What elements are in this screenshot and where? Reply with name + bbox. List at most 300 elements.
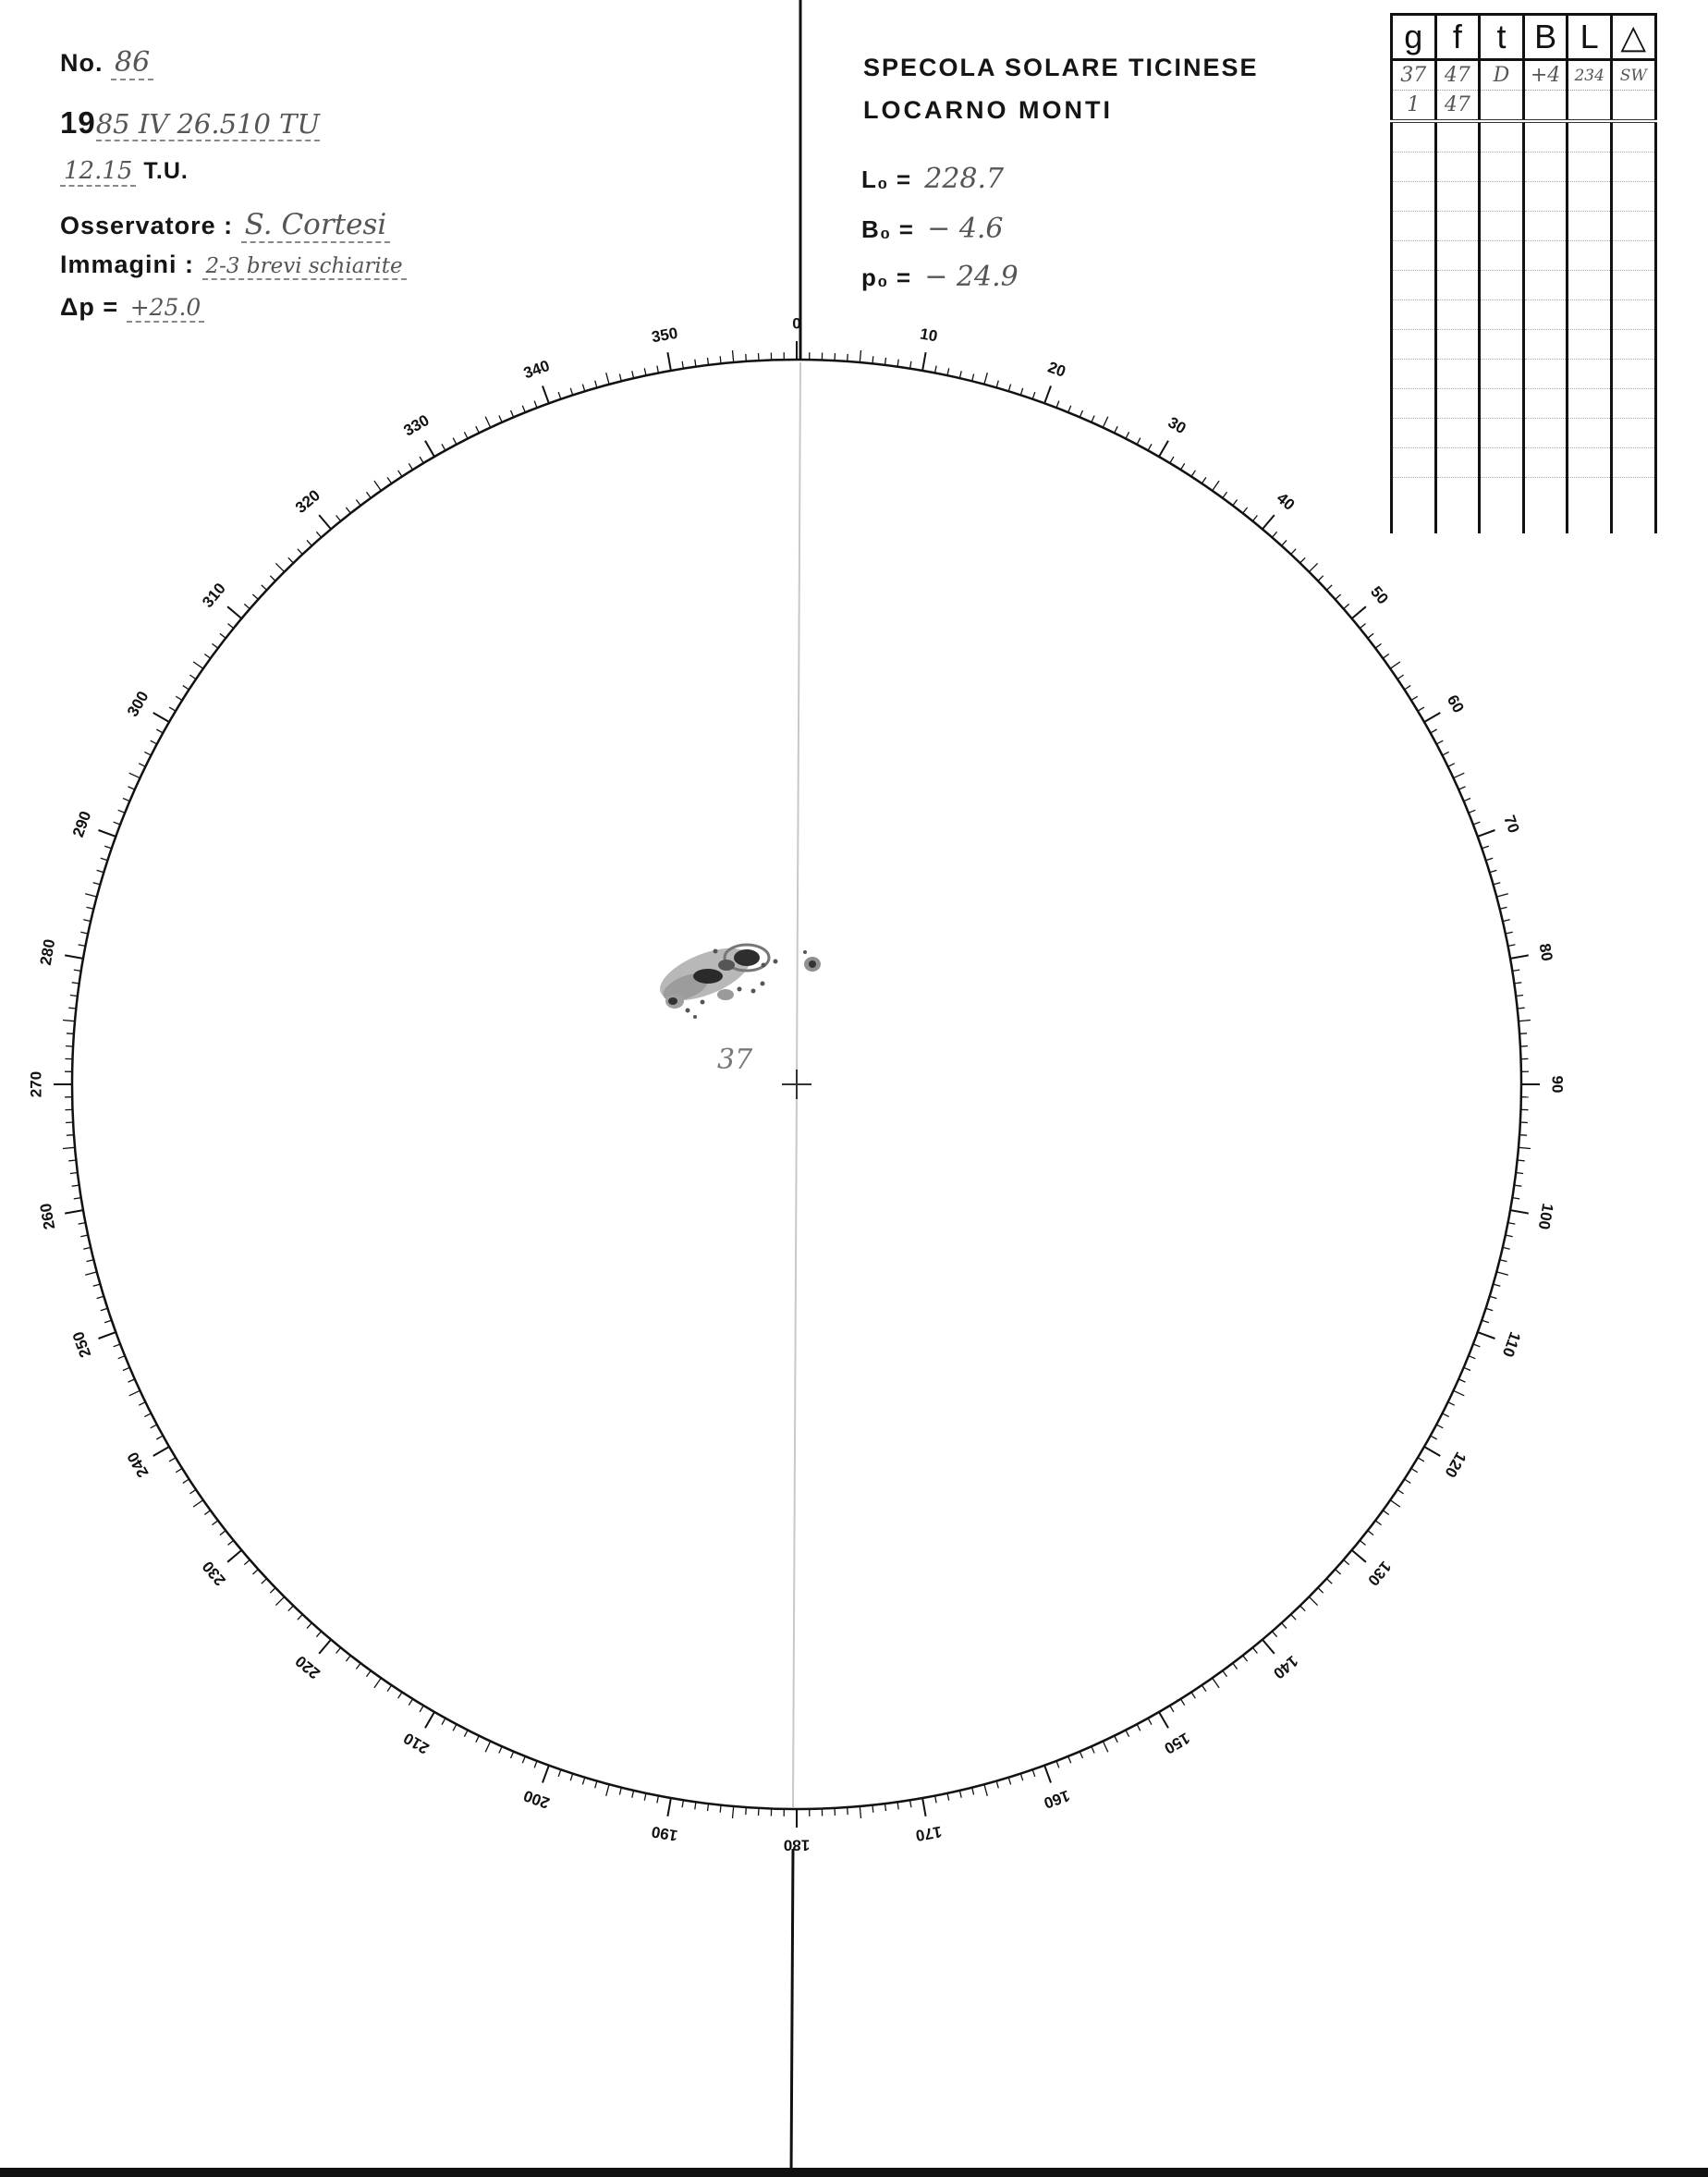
degree-tick bbox=[387, 477, 392, 483]
degree-tick bbox=[79, 1223, 86, 1225]
degree-label: 150 bbox=[1161, 1729, 1193, 1758]
degree-tick bbox=[85, 894, 97, 897]
degree-tick bbox=[1103, 1742, 1108, 1753]
degree-tick bbox=[262, 585, 267, 590]
degree-tick bbox=[499, 1746, 502, 1753]
date-value: 85 IV 26.510 TU bbox=[95, 108, 320, 140]
degree-tick bbox=[97, 1296, 104, 1298]
degree-tick bbox=[1514, 983, 1521, 984]
degree-tick bbox=[1390, 662, 1400, 668]
degree-tick bbox=[66, 1122, 73, 1123]
degree-tick bbox=[129, 773, 140, 778]
degree-tick bbox=[1411, 1469, 1418, 1473]
degree-tick bbox=[947, 1793, 949, 1801]
degree-tick bbox=[1068, 1756, 1071, 1763]
degree-tick bbox=[68, 1160, 76, 1161]
degree-tick bbox=[885, 1804, 886, 1811]
degree-tick bbox=[1020, 388, 1022, 396]
degree-tick bbox=[1482, 846, 1489, 849]
degree-tick bbox=[511, 1752, 514, 1758]
degree-tick bbox=[356, 500, 360, 506]
degree-tick bbox=[398, 1693, 402, 1699]
total-g: 1 bbox=[1392, 91, 1436, 122]
degree-tick bbox=[1181, 1699, 1185, 1706]
degree-tick bbox=[1469, 1356, 1475, 1359]
degree-tick bbox=[1115, 426, 1118, 433]
degree-tick bbox=[97, 870, 104, 872]
degree-tick bbox=[1397, 1489, 1404, 1494]
degree-tick bbox=[228, 1540, 234, 1545]
degree-tick bbox=[420, 457, 423, 463]
degree-label: 130 bbox=[1364, 1558, 1395, 1590]
degree-tick bbox=[485, 417, 491, 428]
degree-tick bbox=[1516, 1173, 1523, 1174]
degree-tick bbox=[947, 368, 949, 375]
degree-tick bbox=[1044, 386, 1051, 404]
degree-tick bbox=[885, 358, 886, 365]
degree-tick bbox=[298, 549, 302, 555]
degree-tick bbox=[606, 1784, 609, 1796]
degree-tick bbox=[80, 1235, 88, 1237]
degree-label: 0 bbox=[792, 314, 801, 333]
degree-label: 190 bbox=[650, 1822, 679, 1845]
degree-tick bbox=[1008, 1778, 1010, 1785]
degree-tick bbox=[169, 707, 176, 711]
degree-tick bbox=[476, 426, 480, 433]
degree-tick bbox=[1390, 1500, 1400, 1507]
cell-t: D bbox=[1480, 60, 1524, 91]
degree-tick bbox=[708, 1804, 709, 1811]
degree-tick bbox=[104, 1320, 112, 1323]
degree-tick bbox=[1503, 1247, 1510, 1249]
degree-tick bbox=[984, 1784, 987, 1796]
degree-label: 270 bbox=[27, 1070, 45, 1098]
observer-label: Osservatore : bbox=[60, 212, 234, 239]
degree-tick bbox=[189, 675, 196, 679]
degree-tick bbox=[270, 1588, 275, 1594]
degree-tick bbox=[409, 1699, 412, 1706]
degree-tick bbox=[442, 1718, 445, 1725]
degree-tick bbox=[522, 406, 525, 412]
degree-tick bbox=[128, 1379, 135, 1382]
time-unit: T.U. bbox=[143, 158, 189, 184]
P0-label: p₀ = bbox=[861, 263, 912, 291]
degree-tick bbox=[476, 1736, 480, 1743]
degree-tick bbox=[275, 563, 284, 571]
degree-tick bbox=[1233, 1663, 1238, 1669]
degree-tick bbox=[244, 1559, 250, 1564]
degree-tick bbox=[114, 822, 121, 825]
degree-tick bbox=[87, 1260, 94, 1262]
degree-tick bbox=[996, 381, 998, 388]
degree-label: 20 bbox=[1045, 358, 1068, 381]
degree-label: 310 bbox=[199, 579, 229, 611]
B0-value: − 4.6 bbox=[927, 213, 1004, 245]
degree-tick bbox=[1252, 516, 1257, 521]
degree-tick bbox=[1405, 1479, 1411, 1483]
degree-tick bbox=[1344, 1559, 1349, 1564]
degree-tick bbox=[118, 810, 125, 813]
degree-tick bbox=[72, 983, 79, 984]
report-number-value: 86 bbox=[111, 46, 153, 80]
degree-tick bbox=[425, 441, 434, 457]
degree-tick bbox=[1397, 675, 1404, 679]
degree-tick bbox=[83, 920, 91, 922]
degree-tick bbox=[213, 1521, 218, 1525]
degree-tick bbox=[1496, 1272, 1508, 1275]
observer-value: S. Cortesi bbox=[241, 208, 391, 243]
degree-tick bbox=[66, 1046, 73, 1047]
degree-tick bbox=[409, 463, 412, 470]
bottom-axis-line bbox=[791, 1849, 793, 2177]
degree-label: 90 bbox=[1548, 1075, 1567, 1094]
degree-tick bbox=[319, 515, 331, 529]
degree-tick bbox=[464, 1731, 468, 1737]
degree-tick bbox=[346, 508, 350, 513]
degree-tick bbox=[570, 1774, 572, 1781]
degree-tick bbox=[984, 373, 987, 385]
degree-tick bbox=[1518, 1160, 1525, 1161]
degree-tick bbox=[720, 1805, 721, 1813]
degree-tick bbox=[151, 740, 157, 744]
degree-tick bbox=[1431, 729, 1437, 733]
delta-p-value: +25.0 bbox=[127, 294, 205, 323]
scan-edge-strip bbox=[0, 2168, 1708, 2177]
degree-tick bbox=[1223, 492, 1227, 497]
degree-tick bbox=[67, 1135, 74, 1136]
degree-tick bbox=[1506, 1235, 1513, 1237]
degree-tick bbox=[1508, 945, 1516, 947]
degree-tick bbox=[387, 1685, 392, 1692]
degree-tick bbox=[1263, 1640, 1275, 1654]
degree-tick bbox=[682, 1800, 683, 1807]
degree-tick bbox=[1458, 787, 1465, 789]
degree-tick bbox=[1405, 686, 1411, 690]
degree-tick bbox=[1309, 563, 1317, 571]
degree-tick bbox=[336, 516, 341, 521]
degree-tick bbox=[336, 1647, 341, 1653]
degree-tick bbox=[1170, 457, 1174, 463]
degree-tick bbox=[129, 1390, 140, 1396]
degree-tick bbox=[1344, 604, 1349, 608]
degree-tick bbox=[420, 1706, 423, 1712]
degree-tick bbox=[922, 1798, 926, 1816]
degree-tick bbox=[275, 1596, 284, 1605]
degree-tick bbox=[835, 353, 836, 361]
degree-tick bbox=[959, 1791, 961, 1798]
degree-tick bbox=[972, 374, 974, 382]
degree-tick bbox=[644, 368, 646, 375]
cell-g: 37 bbox=[1392, 60, 1436, 91]
degree-tick bbox=[1170, 1706, 1174, 1712]
degree-tick bbox=[644, 1793, 646, 1801]
degree-tick bbox=[1272, 532, 1276, 537]
degree-tick bbox=[1464, 1367, 1470, 1370]
degree-tick bbox=[1202, 1685, 1206, 1692]
degree-tick bbox=[1383, 654, 1388, 659]
degree-tick bbox=[1469, 810, 1475, 813]
degree-tick bbox=[74, 970, 81, 971]
degree-tick bbox=[176, 1469, 182, 1473]
degree-tick bbox=[118, 1356, 125, 1359]
degree-tick bbox=[1243, 1656, 1248, 1661]
degree-tick bbox=[104, 846, 112, 849]
degree-tick bbox=[1336, 1570, 1341, 1574]
degree-tick bbox=[1368, 1531, 1373, 1535]
degree-label: 120 bbox=[1441, 1449, 1470, 1481]
degree-label: 230 bbox=[199, 1558, 229, 1590]
degree-tick bbox=[935, 1796, 937, 1804]
degree-tick bbox=[270, 576, 275, 581]
degree-tick bbox=[193, 1500, 203, 1507]
degree-tick bbox=[1508, 1223, 1516, 1225]
degree-tick bbox=[1126, 432, 1129, 438]
degree-tick bbox=[1473, 822, 1481, 825]
degree-tick bbox=[1181, 463, 1185, 470]
degree-tick bbox=[1272, 1632, 1276, 1637]
degree-tick bbox=[1056, 1761, 1059, 1768]
degree-tick bbox=[1368, 633, 1373, 638]
degree-tick bbox=[1500, 1260, 1507, 1262]
degree-tick bbox=[213, 643, 218, 648]
degree-tick bbox=[204, 1510, 210, 1515]
sunspot-group bbox=[653, 937, 821, 1019]
images-label: Immagini : bbox=[60, 251, 195, 278]
degree-tick bbox=[543, 1766, 549, 1783]
degree-tick bbox=[128, 787, 135, 789]
degree-tick bbox=[1326, 585, 1332, 590]
year-prefix: 19 bbox=[60, 105, 96, 140]
degree-tick bbox=[1137, 438, 1141, 445]
degree-tick bbox=[1514, 1185, 1521, 1186]
degree-tick bbox=[72, 1185, 79, 1186]
degree-tick bbox=[101, 858, 108, 860]
degree-tick bbox=[733, 350, 734, 362]
degree-tick bbox=[220, 633, 226, 638]
degree-tick bbox=[93, 1284, 101, 1286]
degree-tick bbox=[1411, 696, 1418, 700]
degree-tick bbox=[1494, 883, 1501, 885]
degree-tick bbox=[1191, 471, 1195, 477]
B0-label: B₀ = bbox=[861, 215, 914, 243]
degree-tick bbox=[595, 381, 597, 388]
degree-tick bbox=[695, 360, 696, 367]
degree-label: 10 bbox=[918, 324, 939, 346]
group-number-label: 37 bbox=[717, 1044, 753, 1076]
degree-label: 300 bbox=[123, 688, 152, 720]
degree-tick bbox=[1223, 1670, 1227, 1676]
degree-tick bbox=[93, 883, 101, 885]
degree-label: 350 bbox=[650, 324, 679, 347]
degree-tick bbox=[1080, 1752, 1082, 1758]
degree-tick bbox=[316, 532, 321, 537]
degree-tick bbox=[558, 392, 561, 399]
degree-tick bbox=[442, 444, 445, 450]
degree-tick bbox=[70, 1173, 78, 1174]
degree-tick bbox=[346, 1656, 350, 1661]
degree-tick bbox=[1503, 920, 1510, 922]
degree-tick bbox=[1482, 1320, 1489, 1323]
degree-tick bbox=[144, 752, 151, 755]
degree-tick bbox=[582, 1778, 584, 1785]
degree-tick bbox=[682, 361, 683, 369]
degree-tick bbox=[1159, 1712, 1168, 1728]
degree-tick bbox=[1300, 1606, 1306, 1611]
header-g: g bbox=[1392, 15, 1436, 60]
cell-L: 234 bbox=[1568, 60, 1612, 91]
degree-tick bbox=[872, 356, 873, 363]
degree-tick bbox=[63, 1147, 75, 1148]
cell-B: +4 bbox=[1523, 60, 1568, 91]
degree-tick bbox=[252, 1570, 258, 1574]
degree-tick bbox=[1360, 1540, 1365, 1545]
degree-tick bbox=[534, 401, 537, 409]
P0-value: − 24.9 bbox=[924, 261, 1019, 293]
degree-label: 240 bbox=[123, 1449, 152, 1481]
header-B: B bbox=[1523, 15, 1568, 60]
degree-tick bbox=[1506, 932, 1513, 934]
degree-tick bbox=[79, 945, 86, 947]
degree-tick bbox=[897, 360, 898, 367]
degree-tick bbox=[972, 1788, 974, 1795]
degree-tick bbox=[1191, 1693, 1195, 1699]
degree-label: 50 bbox=[1367, 582, 1392, 608]
degree-tick bbox=[632, 1791, 634, 1798]
degree-tick bbox=[204, 654, 210, 659]
degree-label: 260 bbox=[36, 1202, 59, 1231]
degree-tick bbox=[1159, 441, 1168, 457]
degree-tick bbox=[307, 1623, 311, 1629]
degree-tick bbox=[511, 410, 514, 417]
degree-tick bbox=[1044, 1766, 1051, 1783]
institution-name: SPECOLA SOLARE TICINESE bbox=[863, 54, 1259, 81]
degree-tick bbox=[1458, 1379, 1465, 1382]
degree-tick bbox=[288, 557, 294, 563]
degree-tick bbox=[1352, 1550, 1366, 1562]
degree-tick bbox=[153, 1447, 169, 1456]
degree-label: 140 bbox=[1270, 1652, 1302, 1682]
degree-tick bbox=[1424, 1447, 1440, 1456]
degree-tick bbox=[1454, 773, 1465, 778]
degree-tick bbox=[746, 354, 747, 361]
degree-tick bbox=[74, 1198, 81, 1199]
degree-tick bbox=[1300, 557, 1306, 563]
degree-tick bbox=[183, 686, 189, 690]
degree-tick bbox=[522, 1756, 525, 1763]
degree-tick bbox=[65, 955, 83, 959]
degree-tick bbox=[1464, 799, 1470, 801]
degree-tick bbox=[1137, 1724, 1141, 1731]
degree-label: 180 bbox=[783, 1836, 811, 1854]
degree-tick bbox=[746, 1807, 747, 1815]
degree-tick bbox=[151, 1425, 157, 1428]
degree-tick bbox=[720, 356, 721, 363]
degree-tick bbox=[996, 1781, 998, 1789]
degree-tick bbox=[1318, 576, 1324, 581]
degree-tick bbox=[153, 713, 169, 722]
degree-label: 280 bbox=[36, 937, 59, 967]
degree-tick bbox=[183, 1479, 189, 1483]
header-f: f bbox=[1435, 15, 1480, 60]
degree-label: 100 bbox=[1534, 1202, 1557, 1231]
degree-label: 40 bbox=[1273, 489, 1299, 514]
disk-center-cross bbox=[782, 1070, 811, 1099]
degree-tick bbox=[220, 1531, 226, 1535]
degree-label: 110 bbox=[1498, 1329, 1524, 1360]
degree-tick bbox=[910, 1800, 911, 1807]
degree-tick bbox=[189, 1489, 196, 1494]
degree-tick bbox=[897, 1802, 898, 1809]
degree-tick bbox=[1519, 1033, 1527, 1034]
degree-tick bbox=[1352, 606, 1366, 618]
total-f: 47 bbox=[1435, 91, 1480, 122]
degree-tick bbox=[759, 1808, 760, 1816]
time-value: 12.15 bbox=[60, 157, 136, 187]
degree-label: 170 bbox=[914, 1822, 944, 1845]
header-t: t bbox=[1480, 15, 1524, 60]
degree-label: 220 bbox=[291, 1652, 323, 1682]
degree-tick bbox=[101, 1308, 108, 1310]
degree-tick bbox=[1252, 1647, 1257, 1653]
degree-tick bbox=[464, 432, 468, 438]
degree-tick bbox=[1282, 1623, 1287, 1629]
degree-tick bbox=[1520, 1122, 1528, 1123]
degree-tick bbox=[835, 1808, 836, 1816]
degree-label: 80 bbox=[1535, 942, 1556, 963]
degree-tick bbox=[582, 385, 584, 392]
report-number-label: No. bbox=[60, 49, 104, 77]
cell-delta: SW bbox=[1611, 60, 1655, 91]
degree-tick bbox=[83, 1247, 91, 1249]
degree-tick bbox=[1518, 1008, 1525, 1009]
degree-tick bbox=[606, 373, 609, 385]
degree-tick bbox=[262, 1579, 267, 1584]
degree-tick bbox=[1454, 1390, 1465, 1396]
degree-tick bbox=[1383, 1510, 1388, 1515]
degree-tick bbox=[959, 371, 961, 378]
degree-tick bbox=[619, 374, 621, 382]
degree-tick bbox=[1056, 401, 1059, 409]
degree-tick bbox=[80, 932, 88, 934]
degree-tick bbox=[1068, 406, 1071, 412]
degree-tick bbox=[227, 606, 241, 618]
degree-tick bbox=[67, 1033, 74, 1034]
degree-tick bbox=[1490, 870, 1497, 872]
degree-tick bbox=[1510, 955, 1529, 959]
degree-tick bbox=[1126, 1731, 1129, 1737]
degree-tick bbox=[558, 1769, 561, 1777]
degree-tick bbox=[1520, 1046, 1528, 1047]
images-value: 2-3 brevi schiarite bbox=[202, 254, 407, 280]
degree-label: 30 bbox=[1165, 413, 1190, 438]
degree-tick bbox=[68, 1008, 76, 1009]
degree-tick bbox=[1443, 752, 1449, 755]
degree-tick bbox=[244, 604, 250, 608]
degree-tick bbox=[367, 492, 372, 497]
degree-tick bbox=[570, 388, 572, 396]
degree-label: 330 bbox=[400, 410, 433, 440]
degree-tick bbox=[1148, 444, 1152, 450]
degree-tick bbox=[1291, 1614, 1296, 1620]
degree-tick bbox=[1008, 385, 1010, 392]
degree-tick bbox=[1448, 1402, 1455, 1406]
degree-tick bbox=[922, 352, 926, 371]
degree-tick bbox=[1431, 1436, 1437, 1439]
degree-tick bbox=[1496, 894, 1508, 897]
degree-tick bbox=[595, 1781, 597, 1789]
degree-tick bbox=[657, 366, 659, 373]
degree-tick bbox=[1500, 907, 1507, 909]
